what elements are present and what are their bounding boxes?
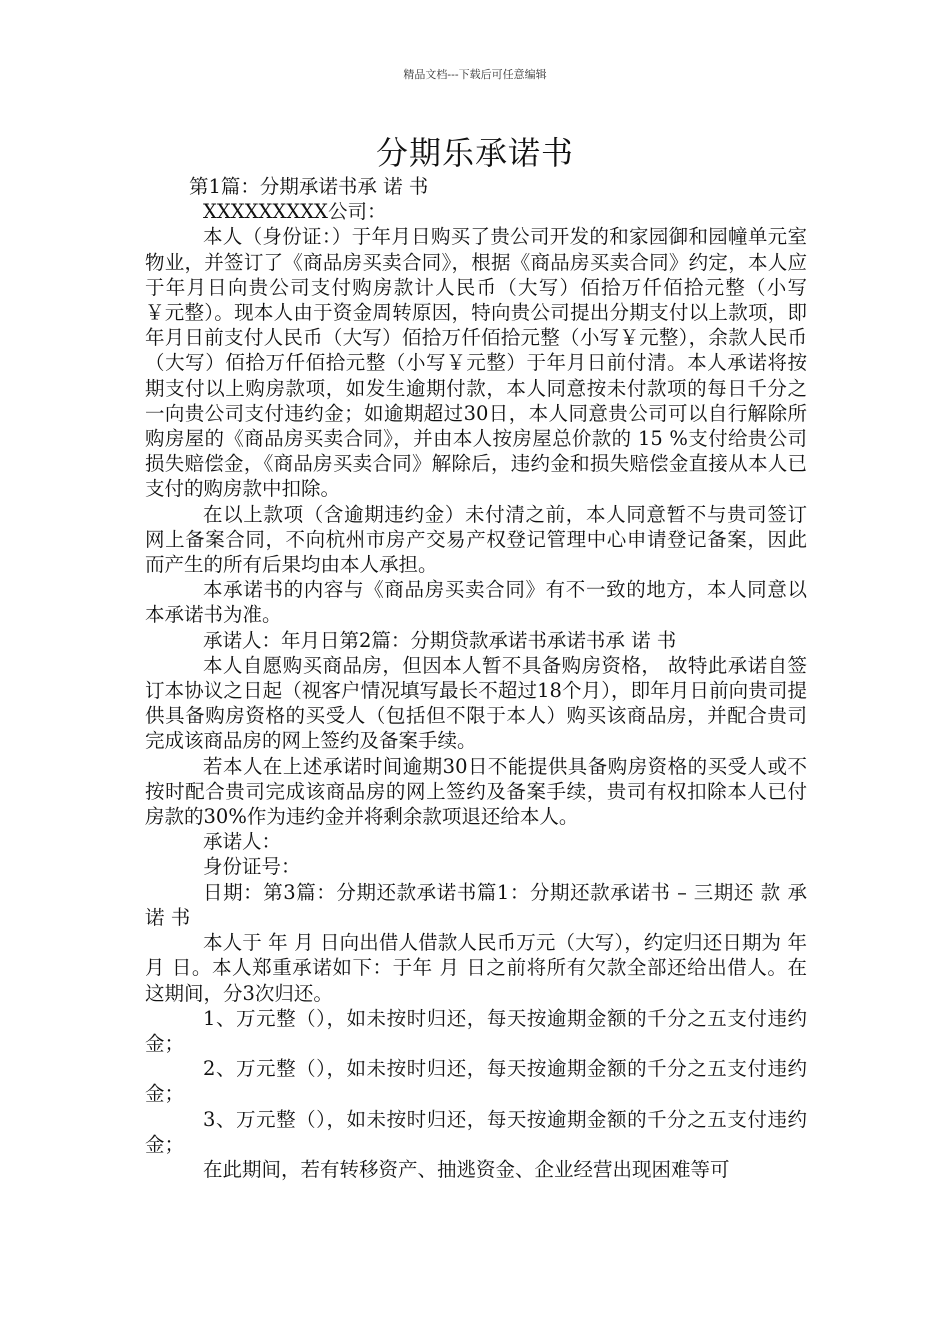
- paragraph: 1、万元整（），如未按时归还，每天按逾期金额的千分之五支付违约金；: [145, 1006, 807, 1055]
- page-header: 精品文档---下载后可任意编辑: [403, 68, 547, 81]
- paragraph: XXXXXXXXX公司：: [203, 200, 387, 224]
- paragraph: 本人（身份证：）于年月日购买了贵公司开发的和家园御和园幢单元室物业，并签订了《商品房买卖合同》，根据《商品房买卖合同》约定，本人应于年月日向贵公司支付购房款计人民币（大写）佰拾万仟佰拾元整（小写￥元整）。现本人由于资金周转原因，特向贵公司提出分期支付以上款项，即年月日前支付人民币（大写）佰拾万仟佰拾元整（小写￥元整），余款人民币（大写）佰拾万仟佰拾元整（小写￥元整）于年月日前付清。本人承诺将按期支付以上购房款项，如发生逾期付款，本人同意按未付款项的每日千分之一向贵公司支付违约金；如逾期超过30日，本人同意贵公司可以自行解除所购房屋的《商品房买卖合同》，并由本人按房屋总价款的 15 %支付给贵公司损失赔偿金，《商品房买卖合同》解除后，违约金和损失赔偿金直接从本人已支付的购房款中扣除。: [145, 225, 807, 501]
- paragraph: 日期：第3篇：分期还款承诺书篇1：分期还款承诺书 – 三期还 款 承 诺 书: [145, 880, 807, 929]
- paragraph: 本人于 年 月 日向出借人借款人民币万元（大写），约定归还日期为 年 月 日。本人郑重承诺如下：于年 月 日之前将所有欠款全部还给出借人。在这期间，分3次归还。: [145, 931, 807, 1005]
- paragraph: 若本人在上述承诺时间逾期30日不能提供具备购房资格的买受人或不按时配合贵司完成该商品房的网上签约及备案手续，贵司有权扣除本人已付房款的30%作为违约金并将剩余款项退还给本人。: [145, 754, 807, 829]
- paragraph: 本人自愿购买商品房，但因本人暂不具备购房资格， 故特此承诺自签订本协议之日起（视客户情况填写最长不超过18个月），即年月日前向贵司提供具备购房资格的买受人（包括但不限于本人）购买该商品房，并配合贵司完成该商品房的网上签约及备案手续。: [145, 653, 807, 753]
- paragraph: 承诺人：: [203, 830, 282, 854]
- paragraph: 3、万元整（），如未按时归还，每天按逾期金额的千分之五支付违约金；: [145, 1107, 807, 1156]
- document-title: 分期乐承诺书: [375, 134, 574, 172]
- paragraph: 本承诺书的内容与《商品房买卖合同》有不一致的地方，本人同意以本承诺书为准。: [145, 578, 807, 627]
- document-body: [145, 174, 807, 1182]
- paragraph: 在以上款项（含逾期违约金）未付清之前，本人同意暂不与贵司签订网上备案合同，不向杭州市房产交易产权登记管理中心申请登记备案，因此而产生的所有后果均由本人承担。: [145, 502, 807, 577]
- paragraph: 2、万元整（），如未按时归还，每天按逾期金额的千分之五支付违约金；: [145, 1057, 807, 1106]
- paragraph: 在此期间，若有转移资产、抽逃资金、企业经营出现困难等可: [203, 1157, 730, 1181]
- paragraph: 第1篇：分期承诺书承 诺 书: [189, 175, 429, 198]
- paragraph: 身份证号：: [203, 855, 301, 879]
- paragraph: 承诺人：年月日第2篇：分期贷款承诺书承诺书承 诺 书: [203, 628, 677, 652]
